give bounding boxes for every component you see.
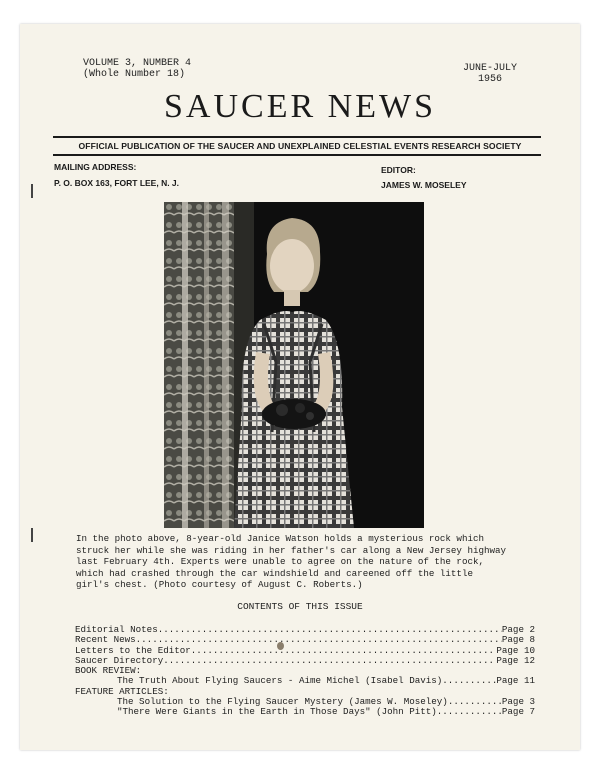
toc-entry-title: Saucer Directory [75,654,164,666]
mailing-address-label: MAILING ADDRESS: [54,162,137,172]
photo-caption [76,533,516,591]
volume-info [83,58,191,80]
toc-entry-page: Page 2 [501,624,535,635]
editor-name: JAMES W. MOSELEY [381,180,467,190]
toc-leader [191,646,497,656]
book-review-label: BOOK REVIEW: [75,665,142,677]
caption-line: girl's chest. (Photo courtesy of August C. Roberts.) [76,579,363,590]
caption-line: which had crashed through the car windshield and careened off the little [76,567,473,579]
toc-entry-title: Letters to the Editor [75,644,191,656]
paper-stain [277,642,284,650]
toc-entry-page: Page 7 [501,706,535,718]
caption-line: struck her while she was riding in her father's car along a New Jersey highway [76,544,507,556]
mailing-address: P. O. BOX 163, FORT LEE, N. J. [54,178,180,188]
caption-line: last February 4th. Experts were unable to agree on the nature of the rock, [76,556,484,567]
toc-leader [448,697,502,707]
toc-leader [163,656,496,666]
editor-label: EDITOR: [381,165,416,175]
toc-entry-title: Editorial Notes [75,624,158,635]
toc-entry-page: Page 3 [501,696,535,708]
publication-title: SAUCER NEWS [164,88,436,125]
toc-leader [442,676,496,686]
cover-photo [164,202,424,528]
girl-holding-rock-photo [164,202,424,528]
toc-entry-page: Page 11 [496,675,535,687]
toc-leader [437,707,502,717]
binding-mark [31,184,33,198]
issue-date [463,63,517,85]
issue-months: JUNE-JULY [463,63,518,74]
toc-leader [158,625,502,635]
magazine-page [20,24,580,750]
volume-number: VOLUME 3, NUMBER 4 [83,58,192,69]
whole-number: (Whole Number 18) [83,69,186,80]
toc-entry-title: The Truth About Flying Saucers - Aime Michel (Isabel Davis) [117,675,443,687]
toc-entry-page: Page 12 [496,654,535,666]
binding-mark [31,528,33,542]
toc-entry[interactable] [75,625,535,635]
toc-entry-page: Page 10 [496,644,535,656]
toc-entry-title: Recent News [75,634,136,646]
publication-subtitle: OFFICIAL PUBLICATION OF THE SAUCER AND UNEXPLAINED CELESTIAL EVENTS RESEARCH SOCIETY [78,141,522,151]
caption-line: In the photo above, 8-year-old Janice Watson holds a mysterious rock which [76,533,484,544]
toc-entry-page: Page 8 [501,634,535,646]
table-of-contents [75,625,535,718]
feature-articles-label: FEATURE ARTICLES: [75,685,169,697]
contents-heading: CONTENTS OF THIS ISSUE [237,601,363,612]
top-rule [53,136,541,138]
bottom-rule [53,154,541,156]
toc-entry-feature[interactable] [75,707,535,717]
toc-entry-title: "There Were Giants in the Earth in Those Days" (John Pitt) [117,706,437,718]
toc-entry-title: The Solution to the Flying Saucer Mystery (James W. Moseley) [117,696,448,708]
toc-entry[interactable] [75,656,535,666]
issue-year: 1956 [478,74,503,85]
